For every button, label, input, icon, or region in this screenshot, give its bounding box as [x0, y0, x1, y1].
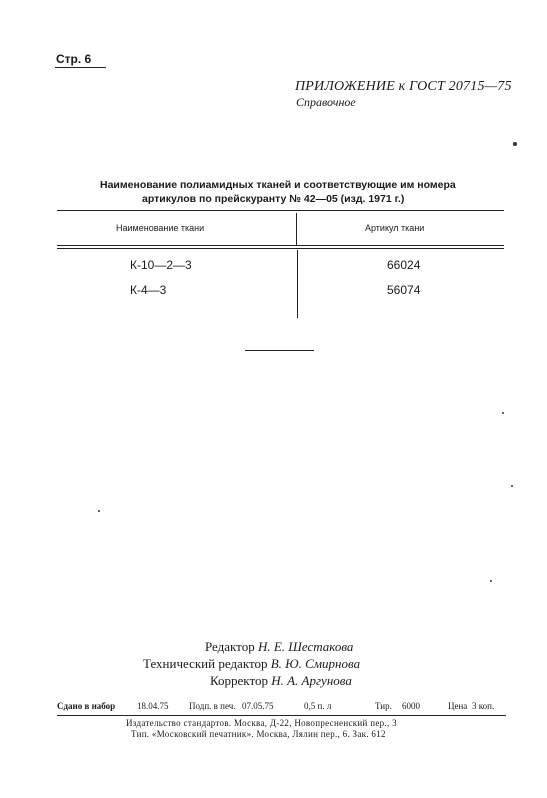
- scan-speck: [490, 580, 492, 582]
- cell-article: 66024: [387, 258, 421, 272]
- imprint-rule: [57, 715, 506, 716]
- table-top-rule: [57, 210, 504, 211]
- credit-corrector: [210, 673, 352, 689]
- credit-technical-editor: [143, 656, 360, 672]
- appendix-subtitle: Справочное: [296, 95, 356, 109]
- printer-address: Тип. «Московский печатник». Москва, Лялин пер., 6. Зак. 612: [131, 729, 386, 739]
- editor-label: Редактор: [205, 639, 255, 654]
- page-number-underline: [55, 67, 106, 68]
- table-header-rule-double: [57, 248, 504, 249]
- appendix-title: ПРИЛОЖЕНИЕ к ГОСТ 20715—75: [295, 79, 512, 94]
- credit-editor: [205, 639, 353, 655]
- price-value: 3 коп.: [472, 701, 495, 711]
- sheets-volume: 0,5 п. л: [304, 701, 332, 711]
- typeset-date: 18.04.75: [137, 701, 169, 711]
- table-caption-line-1: Наименование полиамидных тканей и соответствующие им номера: [100, 179, 456, 191]
- scan-speck: [511, 485, 513, 487]
- imprint-line: [57, 701, 507, 715]
- table-caption-line-2: артикулов по прейскуранту № 42—05 (изд. 1971 г.): [142, 193, 405, 205]
- table-header-divider: [296, 213, 297, 245]
- print-run-label: Тир.: [375, 701, 392, 711]
- print-run-value: 6000: [402, 701, 420, 711]
- scan-speck: [513, 142, 517, 146]
- cell-fabric-name: К-4—3: [130, 283, 167, 297]
- corrector-label: Корректор: [210, 673, 268, 688]
- price-label: Цена: [448, 701, 468, 711]
- scan-speck: [98, 510, 100, 512]
- tech-editor-label: Технический редактор: [143, 656, 268, 671]
- scan-speck: [502, 412, 504, 414]
- cell-fabric-name: К-10—2—3: [130, 258, 192, 272]
- publisher-address: Издательство стандартов. Москва, Д-22, Новопресненский пер., 3: [126, 718, 397, 728]
- column-header-article: Артикул ткани: [365, 223, 425, 233]
- signed-label: Подп. в печ.: [189, 701, 236, 711]
- tech-editor-name: В. Ю. Смирнова: [270, 656, 361, 671]
- table-header-rule: [57, 245, 504, 246]
- column-header-fabric-name: Наименование ткани: [116, 223, 205, 233]
- signed-date: 07.05.75: [242, 701, 274, 711]
- typeset-label: Сдано в набор: [57, 701, 116, 711]
- end-of-table-rule: [245, 350, 314, 351]
- cell-article: 56074: [387, 283, 421, 297]
- corrector-name: Н. А. Аргунова: [271, 673, 352, 688]
- editor-name: Н. Е. Шестакова: [257, 639, 354, 654]
- table-column-divider: [297, 250, 298, 318]
- page-number: Стр. 6: [56, 52, 92, 66]
